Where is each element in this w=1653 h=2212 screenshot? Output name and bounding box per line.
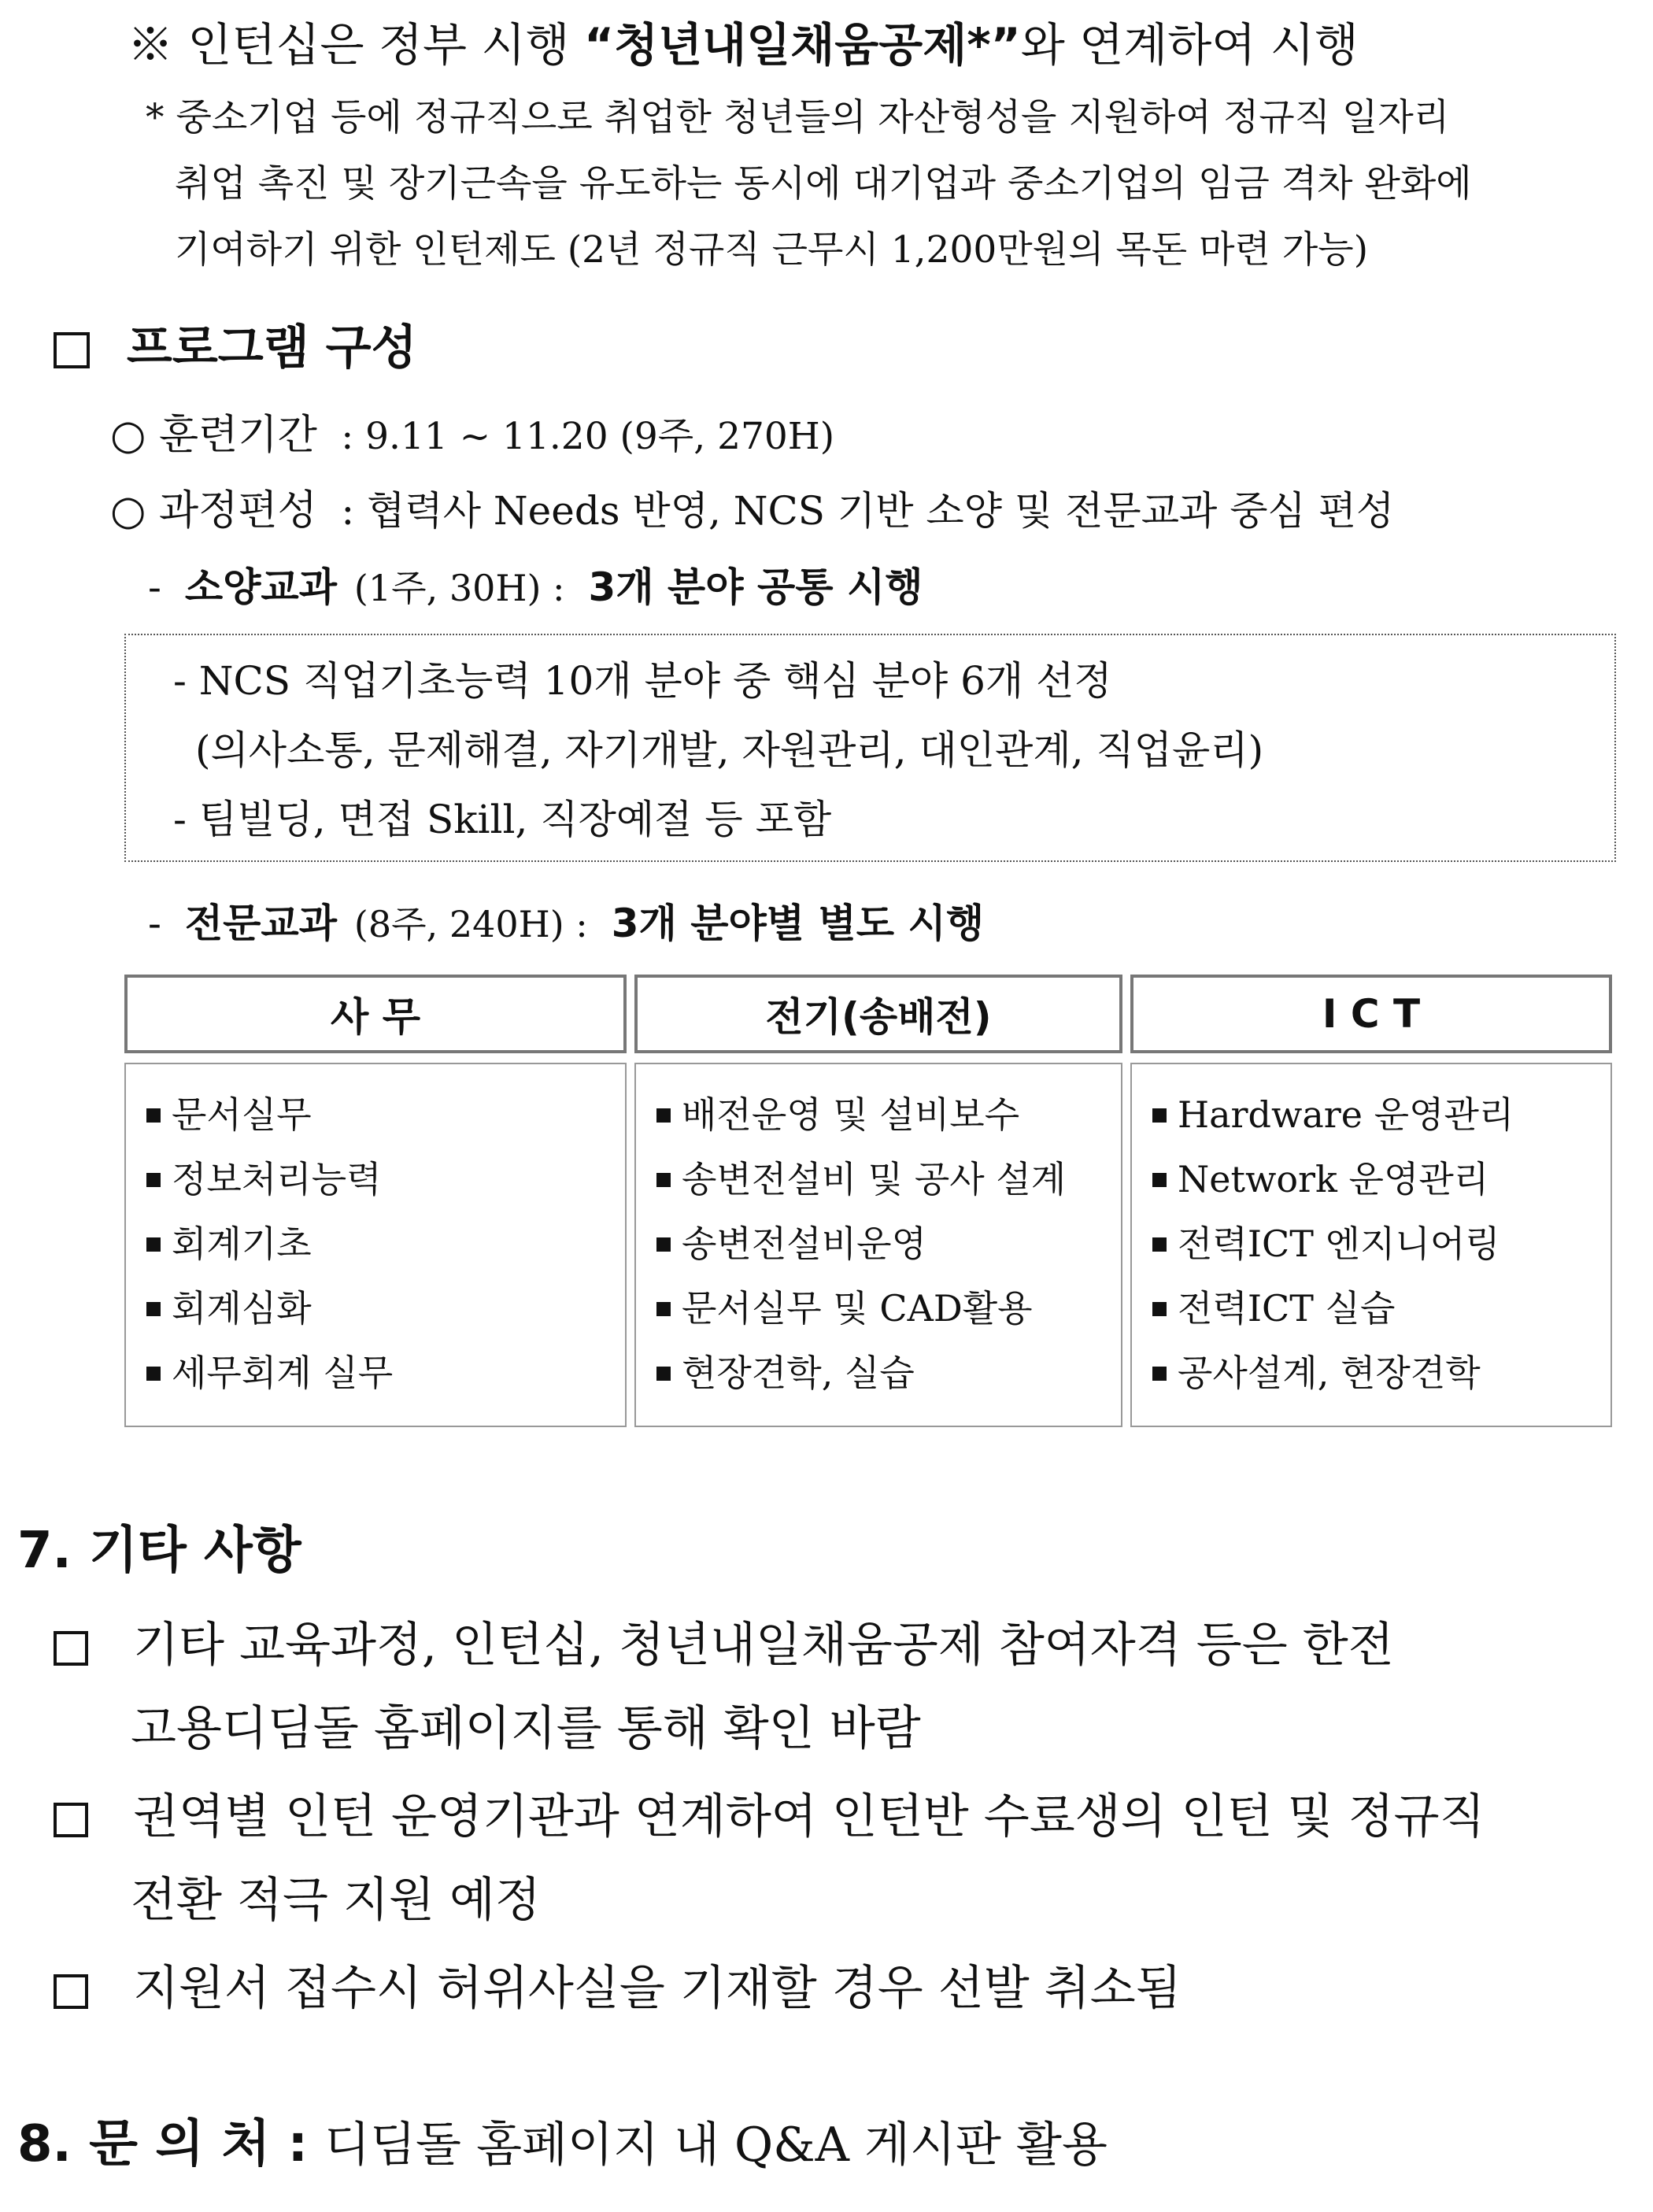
column-body-electric: [634, 1063, 1122, 1427]
program-heading-text: 프로그램 구성: [126, 320, 417, 375]
section-7-item-1-line-2: 고용디딤돌 홈페이지를 통해 확인 바람: [131, 1701, 921, 1756]
major-detail: (8주, 240H) :: [353, 903, 588, 945]
column-header-office: 사 무: [124, 975, 627, 1053]
checkbox-icon: [54, 1803, 88, 1837]
list-item: 세무회계 실무: [126, 1348, 625, 1412]
list-item: 전력ICT 엔지니어링: [1132, 1219, 1610, 1283]
major-title: 전문교과: [184, 901, 338, 946]
list-item: Hardware 운영관리: [1132, 1089, 1610, 1154]
major-subjects-line: [148, 892, 984, 949]
section-8: [17, 2103, 1108, 2176]
checkbox-icon: [54, 1974, 88, 2009]
liberal-detail: (1주, 30H) :: [353, 567, 565, 609]
liberal-arts-line: [148, 556, 923, 612]
curriculum-value: : 협력사 Needs 반영, NCS 기반 소양 및 전문교과 중심 편성: [341, 488, 1395, 534]
square-bullet-icon: [656, 1108, 671, 1123]
list-item: 현장견학, 실습: [636, 1348, 1121, 1412]
section-8-title: 8. 문 의 처 :: [17, 2115, 309, 2173]
list-item: 송변전설비 및 공사 설계: [636, 1154, 1121, 1219]
square-bullet-icon: [146, 1302, 161, 1316]
training-period: [110, 401, 834, 461]
major-dash: -: [148, 901, 161, 946]
section-7-item-2-line-1: 권역별 인턴 운영기관과 연계하여 인턴반 수료생의 인턴 및 정규직: [133, 1789, 1485, 1844]
section-8-value: 디딤돌 홈페이지 내 Q&A 게시판 활용: [324, 2118, 1108, 2173]
intro-bold-term: “청년내일채움공제*”: [583, 18, 1021, 72]
section-7-item-2-line-2: 전환 적극 지원 예정: [131, 1873, 541, 1928]
square-bullet-icon: [146, 1367, 161, 1381]
list-item: 전력ICT 실습: [1132, 1283, 1610, 1348]
footnote-line-2: 취업 촉진 및 장기근속을 유도하는 동시에 대기업과 중소기업의 임금 격차 완화에: [175, 162, 1472, 205]
training-period-value: : 9.11 ~ 11.20 (9주, 270H): [341, 415, 835, 458]
liberal-dash: -: [148, 564, 161, 610]
list-item: 배전운영 및 설비보수: [636, 1089, 1121, 1154]
column-body-office: [124, 1063, 627, 1427]
list-item: Network 운영관리: [1132, 1154, 1610, 1219]
intro-suffix: 와 연계하여 시행: [1020, 18, 1359, 72]
liberal-box-line-2: (의사소통, 문제해결, 자기개발, 자원관리, 대인관계, 직업윤리): [195, 727, 1264, 773]
column-header-electric: 전기(송배전): [634, 975, 1122, 1053]
square-bullet-icon: [146, 1173, 161, 1187]
column-header-ict: I C T: [1130, 975, 1612, 1053]
square-bullet-icon: [656, 1237, 671, 1252]
footnote-line-1: * 중소기업 등에 정규직으로 취업한 청년들의 자산형성을 지원하여 정규직 일자리: [146, 96, 1450, 139]
square-bullet-icon: [1152, 1108, 1167, 1123]
liberal-box-line-1: - NCS 직업기초능력 10개 분야 중 핵심 분야 6개 선정: [173, 658, 1112, 704]
list-item: 회계기초: [126, 1219, 625, 1283]
list-item: 문서실무: [126, 1089, 625, 1154]
curriculum-label: ○ 과정편성: [110, 487, 317, 535]
liberal-note: 3개 분야 공통 시행: [588, 564, 923, 610]
program-heading: [54, 310, 417, 378]
square-bullet-icon: [146, 1237, 161, 1252]
list-item: 회계심화: [126, 1283, 625, 1348]
square-bullet-icon: [146, 1108, 161, 1123]
footnote-line-3: 기여하기 위한 인턴제도 (2년 정규직 근무시 1,200만원의 목돈 마련 가능): [175, 228, 1369, 272]
liberal-title: 소양교과: [184, 564, 338, 610]
square-bullet-icon: [1152, 1173, 1167, 1187]
section-7-item-3-line-1: 지원서 접수시 허위사실을 기재할 경우 선발 취소됨: [133, 1961, 1182, 2016]
curriculum-composition: [110, 477, 1394, 536]
square-bullet-icon: [1152, 1302, 1167, 1316]
intro-note: [128, 8, 1359, 74]
list-item: 공사설계, 현장견학: [1132, 1348, 1610, 1412]
intro-prefix: ※ 인턴십은 정부 시행: [128, 18, 584, 72]
section-7-item-1: [54, 1607, 1394, 1675]
column-body-ict: [1130, 1063, 1612, 1427]
square-bullet-icon: [656, 1367, 671, 1381]
major-note: 3개 분야별 별도 시행: [611, 901, 985, 946]
section-7-item-3: [54, 1951, 1182, 2018]
checkbox-icon: [54, 1631, 88, 1666]
list-item: 문서실무 및 CAD활용: [636, 1283, 1121, 1348]
section-7-item-1-line-1: 기타 교육과정, 인턴십, 청년내일채움공제 참여자격 등은 한전: [133, 1618, 1394, 1673]
training-period-label: ○ 훈련기간: [110, 412, 317, 459]
square-bullet-icon: [656, 1173, 671, 1187]
liberal-box-line-3: - 팀빌딩, 면접 Skill, 직장예절 등 포함: [173, 797, 832, 842]
square-bullet-icon: [1152, 1237, 1167, 1252]
section-7-title: 7. 기타 사항: [17, 1522, 301, 1580]
square-bullet-icon: [656, 1302, 671, 1316]
section-7-item-2: [54, 1779, 1485, 1847]
checkbox-icon: [54, 332, 90, 368]
square-bullet-icon: [1152, 1367, 1167, 1381]
list-item: 정보처리능력: [126, 1154, 625, 1219]
list-item: 송변전설비운영: [636, 1219, 1121, 1283]
